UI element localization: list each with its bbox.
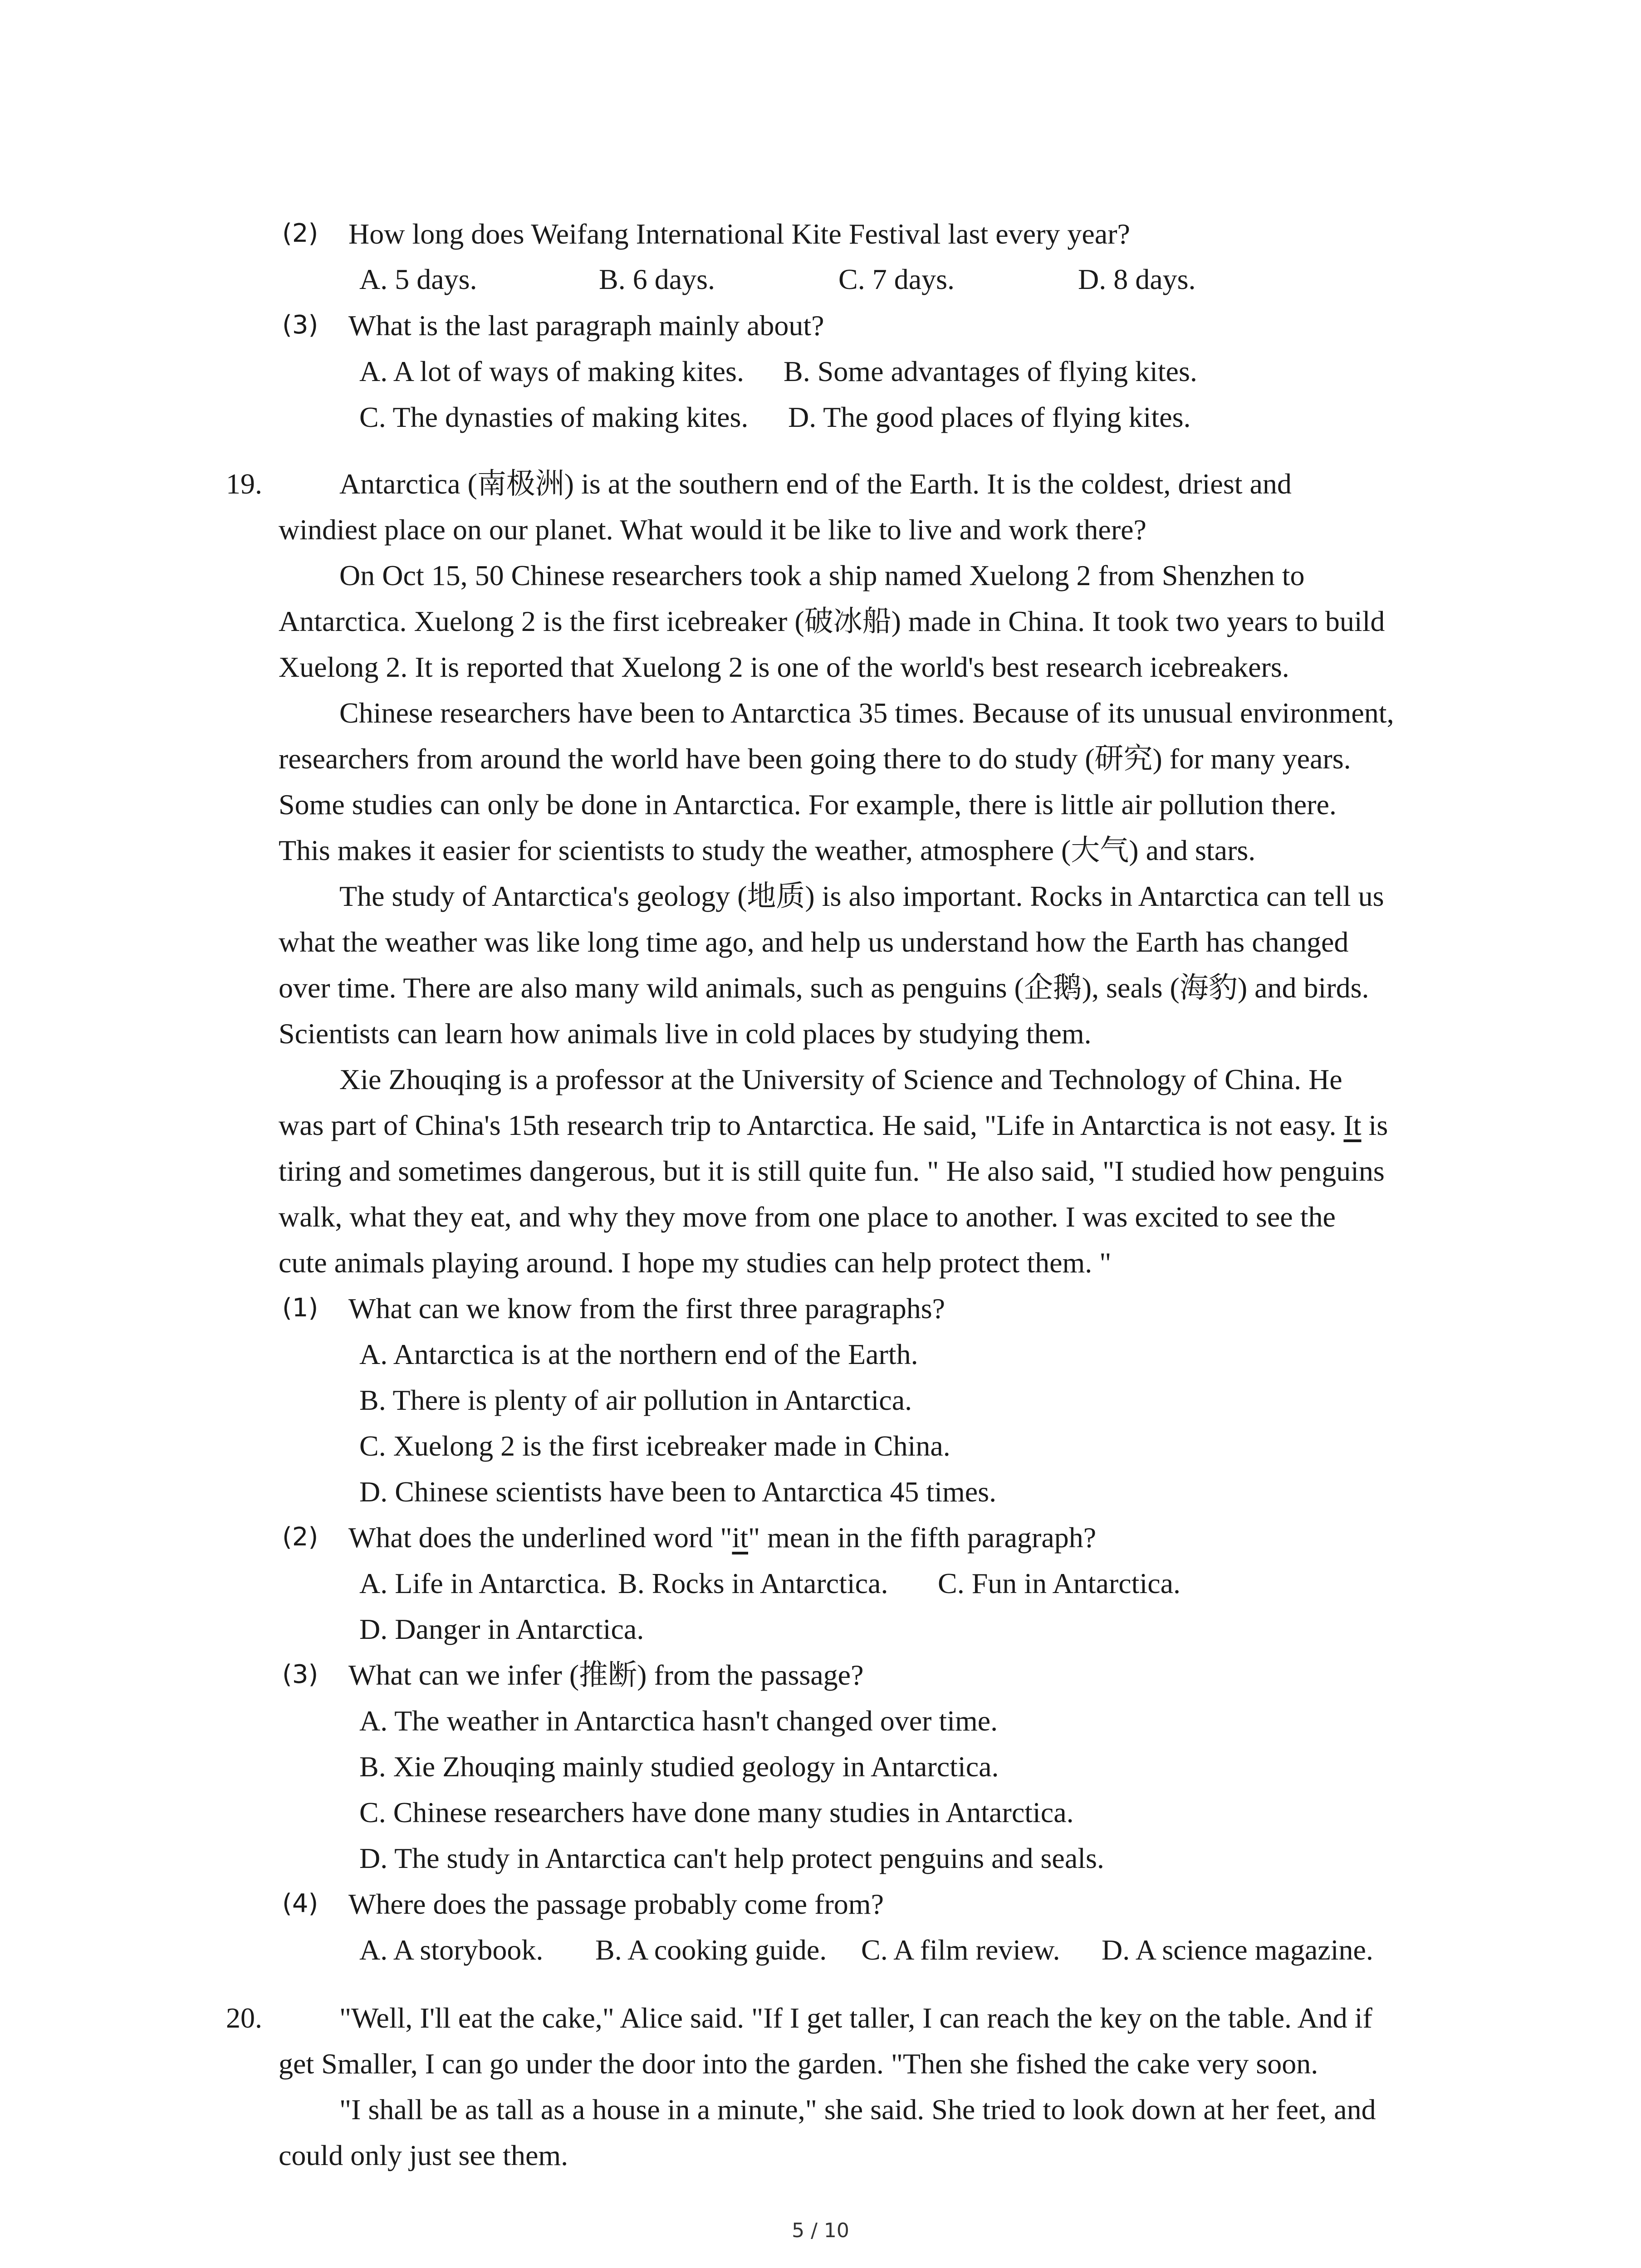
q19-sub4-option-d: D. A science magazine. [1102,1934,1373,1966]
q19-sub2-option-a: A. Life in Antarctica. [359,1567,607,1599]
q19-sub1-option-d: D. Chinese scientists have been to Antarctica 45 times. [359,1476,997,1508]
q19-sub2-option-b: B. Rocks in Antarctica. [618,1567,888,1599]
q19-line-4: Antarctica. Xuelong 2 is the first icebreaker (破冰船) made in China. It took two years to build [279,605,1385,637]
q19-sub3-number: (3) [282,1660,318,1689]
q19-sub4-option-b: B. A cooking guide. [595,1934,827,1966]
page-number: 5 / 10 [792,2219,849,2242]
q18-sub2-option-c: C. 7 days. [838,263,955,295]
q19-line-9: This makes it easier for scientists to study the weather, atmosphere (大气) and stars. [279,834,1256,866]
q19-line-7: researchers from around the world have been going there to do study (研究) for many years. [279,743,1351,775]
q19-line-10: The study of Antarctica's geology (地质) is also important. Rocks in Antarctica can tell us [339,880,1384,912]
q19-sub3-option-b: B. Xie Zhouqing mainly studied geology in Antarctica. [359,1750,999,1783]
q19-sub2-underlined-it: it [732,1521,748,1554]
q19-sub1-question: What can we know from the first three paragraphs? [348,1292,945,1325]
q18-sub3-option-b: B. Some advantages of flying kites. [784,355,1197,387]
q19-line-14: Xie Zhouqing is a professor at the University of Science and Technology of China. He [339,1063,1342,1095]
q19-line-1: Antarctica (南极洲) is at the southern end of the Earth. It is the coldest, driest and [339,468,1292,500]
q18-sub3-option-d: D. The good places of flying kites. [788,401,1191,433]
q18-sub2-option-b: B. 6 days. [599,263,715,295]
q19-line-13: Scientists can learn how animals live in cold places by studying them. [279,1017,1092,1050]
q19-sub3-question: What can we infer (推断) from the passage? [348,1659,864,1691]
q18-sub3-option-a: A. A lot of ways of making kites. [359,355,744,387]
q18-sub2-option-a: A. 5 days. [359,263,477,295]
q19-sub3-option-a: A. The weather in Antarctica hasn't changed over time. [359,1705,998,1737]
q20-line-1: "Well, I'll eat the cake," Alice said. "If I get taller, I can reach the key on the table. And if [339,2002,1372,2034]
q19-sub2-number: (2) [282,1522,318,1552]
q19-line-17: walk, what they eat, and why they move from one place to another. I was excited to see the [279,1201,1336,1233]
q18-sub2-option-d: D. 8 days. [1078,263,1196,295]
q19-line-15 [279,1111,1388,1140]
q19-line-6: Chinese researchers have been to Antarctica 35 times. Because of its unusual environment, [339,697,1394,729]
q19-sub2-question-start: What does the underlined word " [348,1521,732,1554]
q19-line-16: tiring and sometimes dangerous, but it is still quite fun. " He also said, "I studied how penguins [279,1155,1385,1187]
q20-number: 20. [226,2002,262,2034]
q19-sub1-number: (1) [282,1293,318,1323]
q19-sub4-question: Where does the passage probably come from? [348,1888,884,1920]
q19-sub1-option-c: C. Xuelong 2 is the first icebreaker made in China. [359,1430,950,1462]
q19-sub3-option-c: C. Chinese researchers have done many studies in Antarctica. [359,1796,1074,1828]
q19-line-5: Xuelong 2. It is reported that Xuelong 2 is one of the world's best research icebreakers. [279,651,1289,683]
q19-sub4-option-a: A. A storybook. [359,1934,544,1966]
q19-line-11: what the weather was like long time ago, and help us understand how the Earth has changed [279,926,1349,958]
q20-line-3: "I shall be as tall as a house in a minute," she said. She tried to look down at her feet, and [339,2093,1376,2126]
q19-sub4-option-c: C. A film review. [861,1934,1060,1966]
q19-sub3-option-d: D. The study in Antarctica can't help protect penguins and seals. [359,1842,1104,1874]
q18-sub3-option-c: C. The dynasties of making kites. [359,401,749,433]
q19-line-15-tail: is [1361,1109,1388,1141]
underlined-word-it: It [1343,1109,1362,1141]
q19-sub1-option-a: A. Antarctica is at the northern end of the Earth. [359,1338,918,1370]
q19-line-2: windiest place on our planet. What would it be like to live and work there? [279,513,1146,546]
q19-number: 19. [226,468,262,500]
q20-line-4: could only just see them. [279,2139,568,2171]
q19-line-18: cute animals playing around. I hope my studies can help protect them. " [279,1246,1112,1279]
q19-sub2-question-end: " mean in the fifth paragraph? [748,1521,1097,1554]
q19-sub2-question [348,1523,1096,1552]
q18-sub2-number: (2) [282,219,318,248]
q19-sub2-option-c: C. Fun in Antarctica. [938,1567,1181,1599]
q19-line-12: over time. There are also many wild animals, such as penguins (企鹅), seals (海豹) and birds. [279,972,1369,1004]
q19-sub2-option-d: D. Danger in Antarctica. [359,1613,644,1645]
q18-sub3-number: (3) [282,310,318,340]
q19-sub4-number: (4) [282,1889,318,1918]
q19-line-8: Some studies can only be done in Antarctica. For example, there is little air pollution there. [279,788,1337,821]
q19-line-15-text: was part of China's 15th research trip to Antarctica. He said, "Life in Antarctica is not easy. [279,1109,1344,1141]
q20-line-2: get Smaller, I can go under the door into the garden. "Then she fished the cake very soon. [279,2048,1318,2080]
q18-sub2-question: How long does Weifang International Kite Festival last every year? [348,218,1130,250]
q19-line-3: On Oct 15, 50 Chinese researchers took a ship named Xuelong 2 from Shenzhen to [339,559,1305,591]
q19-sub1-option-b: B. There is plenty of air pollution in Antarctica. [359,1384,912,1416]
q18-sub3-question: What is the last paragraph mainly about? [348,309,824,342]
